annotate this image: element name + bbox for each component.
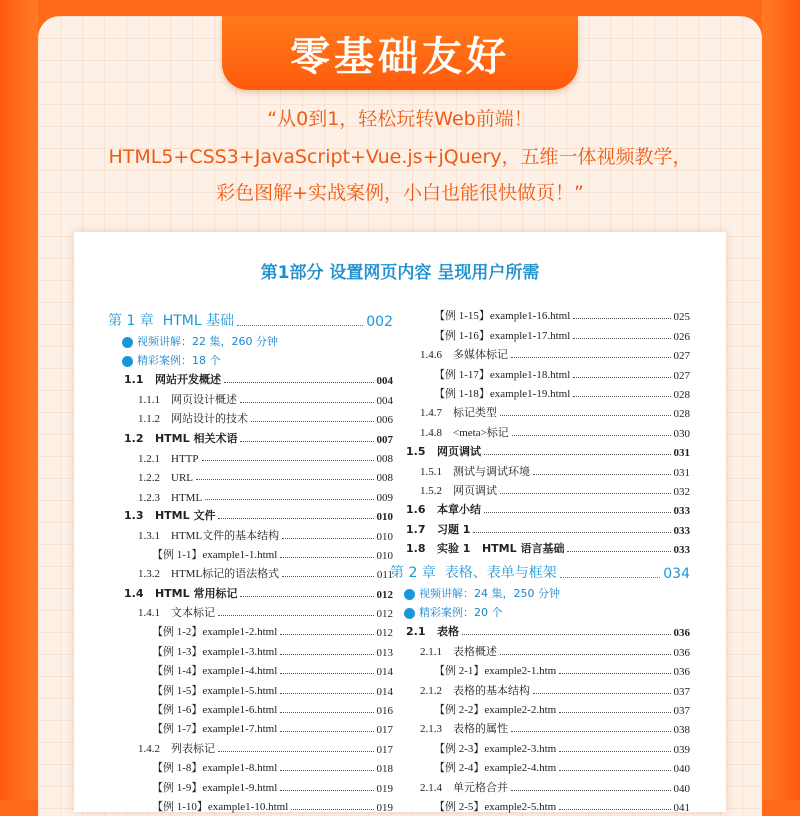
toc-entry-text: 【例 2-5】example2-5.htm	[434, 800, 557, 813]
toc-entry-ex	[390, 362, 690, 381]
toc-entry-ex	[108, 639, 393, 658]
banner-title: 零基础友好	[290, 33, 510, 80]
toc-entry-text: 1.1 网站开发概述	[124, 373, 221, 387]
toc-entry-ex	[108, 698, 393, 717]
part-title: 第1部分 设置网页内容 呈现用户所需	[260, 263, 540, 283]
dot-leader	[280, 731, 373, 732]
quote-line-2: HTML5+CSS3+JavaScript+Vue.js+jQuery，五维一体视频教学，	[108, 146, 692, 168]
left-orange-border	[0, 0, 38, 800]
toc-entry-sub	[108, 446, 393, 465]
toc-entry-sec	[390, 498, 690, 517]
toc-entry-text: 【例 1-17】example1-18.html	[434, 368, 571, 381]
toc-page-number: 009	[376, 491, 393, 504]
dot-leader	[533, 474, 671, 475]
toc-entry-chapter	[390, 556, 690, 582]
toc-entry-text: 2.1.3 表格的属性	[420, 723, 508, 736]
toc-entry-text: 【例 1-8】example1-8.html	[152, 762, 278, 775]
toc-page-number: 014	[376, 666, 393, 679]
toc-entry-info	[108, 349, 393, 368]
toc-page-number: 036	[673, 646, 690, 659]
dot-leader	[573, 396, 670, 397]
toc-entry-sub	[108, 484, 393, 503]
toc-entry-text: 【例 2-3】example2-3.htm	[434, 742, 557, 755]
toc-entry-ex	[108, 756, 393, 775]
toc-page-number: 010	[376, 530, 393, 543]
dot-leader	[240, 441, 373, 442]
toc-entry-sub	[108, 601, 393, 620]
dot-leader	[218, 751, 374, 752]
toc-entry-sec	[108, 426, 393, 445]
toc-entry-ex	[390, 795, 690, 814]
toc-page-number: 036	[673, 666, 690, 679]
toc-entry-sub	[390, 459, 690, 478]
toc-entry-text: 【例 1-3】example1-3.html	[152, 645, 278, 658]
toc-entry-text: 【例 1-9】example1-9.html	[152, 781, 278, 794]
toc-entry-ex	[390, 698, 690, 717]
toc-entry-text: 视频讲解：22 集，260 分钟	[137, 335, 278, 348]
toc-entry-sub	[108, 562, 393, 581]
dot-leader	[500, 493, 671, 494]
toc-entry-text: 【例 1-7】example1-7.html	[152, 723, 278, 736]
dot-leader	[567, 551, 670, 552]
toc-entry-ex	[108, 678, 393, 697]
toc-page-number: 012	[376, 588, 393, 601]
toc-entry-ex	[108, 717, 393, 736]
toc-entry-text: 1.6 本章小结	[406, 503, 481, 517]
toc-page-number: 041	[673, 801, 690, 814]
toc-entry-text: 1.5.1 测试与调试环境	[420, 465, 530, 478]
toc-entry-ex	[108, 659, 393, 678]
dot-leader	[573, 318, 670, 319]
dot-leader	[559, 712, 670, 713]
dot-leader	[202, 460, 374, 461]
toc-entry-ex	[108, 795, 393, 814]
toc-page-number: 034	[663, 566, 690, 583]
toc-entry-text: 【例 1-5】example1-5.html	[152, 684, 278, 697]
toc-entry-chapter	[108, 304, 393, 330]
toc-page-number: 030	[673, 427, 690, 440]
dot-leader	[573, 338, 670, 339]
toc-page-number: 013	[376, 646, 393, 659]
toc-entry-sec	[390, 517, 690, 536]
toc-page	[74, 232, 726, 812]
dot-leader	[559, 751, 670, 752]
toc-page-number: 007	[376, 433, 393, 446]
toc-page-number: 037	[673, 685, 690, 698]
dot-leader	[500, 654, 671, 655]
info-badge-icon	[404, 608, 415, 619]
toc-entry-ex	[108, 775, 393, 794]
toc-page-number: 033	[673, 505, 690, 518]
toc-page-number: 031	[673, 447, 690, 460]
toc-entry-info	[108, 330, 393, 349]
toc-entry-text: 1.1.2 网站设计的技术	[138, 413, 248, 426]
toc-entry-text: 1.4.7 标记类型	[420, 407, 497, 420]
toc-entry-text: 1.2.3 HTML	[138, 491, 203, 504]
dot-leader	[251, 421, 374, 422]
toc-entry-text: 1.2.2 URL	[138, 472, 193, 485]
toc-entry-text: 精彩案例：20 个	[419, 606, 503, 620]
dot-leader	[573, 377, 670, 378]
toc-entry-ex	[390, 659, 690, 678]
toc-entry-sub	[108, 407, 393, 426]
toc-entry-text: 1.8 实验 1 HTML 语言基础	[406, 542, 565, 556]
toc-page-number: 027	[673, 369, 690, 382]
right-orange-border	[762, 0, 800, 800]
dot-leader	[291, 809, 373, 810]
toc-entry-text: 2.1.4 单元格合并	[420, 781, 508, 794]
dot-leader	[559, 809, 670, 810]
toc-entry-text: 2.1 表格	[406, 625, 459, 639]
toc-entry-info	[390, 601, 690, 620]
toc-page-number: 006	[376, 414, 393, 427]
toc-entry-ex	[108, 620, 393, 639]
info-badge-icon	[122, 337, 133, 348]
toc-page-number: 038	[673, 724, 690, 737]
toc-entry-text: 【例 1-4】example1-4.html	[152, 665, 278, 678]
dot-leader	[240, 402, 374, 403]
info-badge-icon	[122, 356, 133, 367]
toc-page-number: 014	[376, 685, 393, 698]
toc-page-number: 012	[376, 608, 393, 621]
quote-line-1: “从0到1，轻松玩转Web前端！	[267, 108, 533, 130]
info-badge-icon	[404, 589, 415, 600]
dot-leader	[533, 693, 671, 694]
toc-entry-text: 【例 2-1】example2-1.htm	[434, 665, 557, 678]
toc-entry-sub	[390, 639, 690, 658]
toc-entry-sec	[108, 504, 393, 523]
quote-line-3: 彩色图解+实战案例，小白也能很快做页！”	[216, 182, 584, 204]
toc-entry-text: 【例 2-4】example2-4.htm	[434, 762, 557, 775]
dot-leader	[484, 512, 671, 513]
toc-page-number: 033	[673, 524, 690, 537]
toc-entry-text: 【例 1-18】example1-19.html	[434, 387, 571, 400]
toc-entry-sec	[108, 581, 393, 600]
dot-leader	[280, 790, 373, 791]
dot-leader	[511, 731, 671, 732]
toc-entry-ex	[390, 304, 690, 323]
dot-leader	[196, 479, 374, 480]
dot-leader	[280, 673, 373, 674]
toc-page-number: 040	[673, 782, 690, 795]
dot-leader	[500, 415, 671, 416]
toc-entry-text: 【例 1-16】example1-17.html	[434, 329, 571, 342]
toc-page-number: 039	[673, 743, 690, 756]
toc-entry-sub	[390, 401, 690, 420]
toc-entry-text: 1.3.1 HTML文件的基本结构	[138, 529, 280, 542]
toc-entry-ex	[108, 543, 393, 562]
toc-page-number: 011	[376, 569, 393, 582]
toc-entry-text: 1.2 HTML 相关术语	[124, 431, 238, 445]
toc-entry-sub	[108, 736, 393, 755]
dot-leader	[240, 596, 373, 597]
toc-entry-text: 【例 1-6】example1-6.html	[152, 704, 278, 717]
toc-page-number: 002	[366, 314, 393, 330]
toc-entry-text: 【例 1-1】example1-1.html	[152, 548, 278, 561]
toc-entry-ex	[390, 736, 690, 755]
toc-entry-sub	[390, 479, 690, 498]
dot-leader	[280, 654, 373, 655]
toc-entry-info	[390, 582, 690, 601]
toc-page-number: 031	[673, 466, 690, 479]
dot-leader	[512, 435, 671, 436]
toc-entry-sub	[390, 420, 690, 439]
dot-leader	[282, 576, 374, 577]
toc-entry-sub	[108, 523, 393, 542]
dot-leader	[280, 693, 373, 694]
toc-page-number: 019	[376, 782, 393, 795]
dot-leader	[205, 499, 373, 500]
toc-entry-text: 1.4 HTML 常用标记	[124, 586, 238, 600]
toc-entry-text: 【例 1-2】example1-2.html	[152, 626, 278, 639]
toc-entry-sec	[390, 620, 690, 639]
toc-page-number: 010	[376, 549, 393, 562]
toc-entry-text: 视频讲解：24 集，250 分钟	[419, 587, 560, 601]
toc-entry-text: 1.3.2 HTML标记的语法格式	[138, 568, 280, 581]
toc-entry-sec	[108, 368, 393, 387]
dot-leader	[511, 357, 671, 358]
toc-entry-text: 2.1.1 表格概述	[420, 645, 497, 658]
toc-entry-text: 1.5.2 网页调试	[420, 484, 497, 497]
toc-entry-text: 1.4.1 文本标记	[138, 607, 215, 620]
toc-page-number: 037	[673, 705, 690, 718]
dot-leader	[280, 712, 373, 713]
toc-left-column	[108, 304, 393, 814]
toc-entry-text: 2.1.2 表格的基本结构	[420, 684, 530, 697]
toc-entry-sub	[390, 678, 690, 697]
toc-entry-text: 1.4.8 <meta>标记	[420, 426, 509, 439]
toc-entry-sec	[390, 537, 690, 556]
toc-page-number: 004	[376, 375, 393, 388]
toc-entry-ex	[390, 756, 690, 775]
toc-entry-sec	[390, 440, 690, 459]
dot-leader	[280, 634, 373, 635]
toc-page-number: 040	[673, 763, 690, 776]
dot-leader	[218, 615, 374, 616]
toc-page-number: 032	[673, 485, 690, 498]
toc-page-number: 027	[673, 350, 690, 363]
toc-page-number: 028	[673, 388, 690, 401]
toc-page-number: 025	[673, 311, 690, 324]
toc-entry-text: 1.2.1 HTTP	[138, 452, 199, 465]
toc-page-number: 036	[673, 627, 690, 640]
toc-page-number: 019	[376, 801, 393, 814]
toc-entry-text: 【例 1-15】example1-16.html	[434, 310, 571, 323]
dot-leader	[473, 532, 670, 533]
toc-page-number: 017	[376, 724, 393, 737]
dot-leader	[282, 538, 373, 539]
toc-entry-text: 1.4.6 多媒体标记	[420, 349, 508, 362]
toc-entry-text: 1.5 网页调试	[406, 445, 481, 459]
dot-leader	[559, 673, 670, 674]
dot-leader	[224, 382, 374, 383]
toc-entry-text: 【例 1-10】example1-10.html	[152, 800, 289, 813]
toc-entry-sub	[108, 465, 393, 484]
toc-page-number: 010	[376, 511, 393, 524]
toc-entry-sub	[108, 387, 393, 406]
toc-entry-sub	[390, 717, 690, 736]
toc-entry-text: 第 1 章 HTML 基础	[108, 313, 235, 329]
dot-leader	[511, 790, 671, 791]
toc-page-number: 008	[376, 472, 393, 485]
dot-leader	[462, 634, 671, 635]
toc-page-number: 016	[376, 705, 393, 718]
toc-page-number: 028	[673, 408, 690, 421]
toc-page-number: 008	[376, 452, 393, 465]
dot-leader	[484, 454, 671, 455]
dot-leader	[218, 518, 373, 519]
toc-entry-sub	[390, 775, 690, 794]
toc-entry-sub	[390, 343, 690, 362]
toc-entry-ex	[390, 323, 690, 342]
toc-page-number: 017	[376, 743, 393, 756]
dot-leader	[280, 770, 373, 771]
toc-entry-text: 精彩案例：18 个	[137, 354, 221, 367]
toc-entry-ex	[390, 382, 690, 401]
dot-leader	[560, 577, 661, 578]
toc-right-column	[390, 304, 690, 814]
title-banner	[222, 16, 578, 90]
toc-entry-text: 【例 2-2】example2-2.htm	[434, 704, 557, 717]
toc-entry-text: 1.7 习题 1	[406, 522, 471, 536]
toc-page-number: 012	[376, 627, 393, 640]
dot-leader	[559, 770, 670, 771]
toc-entry-text: 1.4.2 列表标记	[138, 742, 215, 755]
toc-entry-text: 1.1.1 网页设计概述	[138, 393, 237, 406]
dot-leader	[237, 325, 363, 326]
toc-page-number: 018	[376, 763, 393, 776]
toc-page-number: 033	[673, 544, 690, 557]
toc-entry-text: 1.3 HTML 文件	[124, 509, 216, 523]
toc-entry-text: 第 2 章 表格、表单与框架	[390, 565, 557, 582]
toc-page-number: 026	[673, 330, 690, 343]
toc-page-number: 004	[376, 394, 393, 407]
dot-leader	[280, 557, 373, 558]
